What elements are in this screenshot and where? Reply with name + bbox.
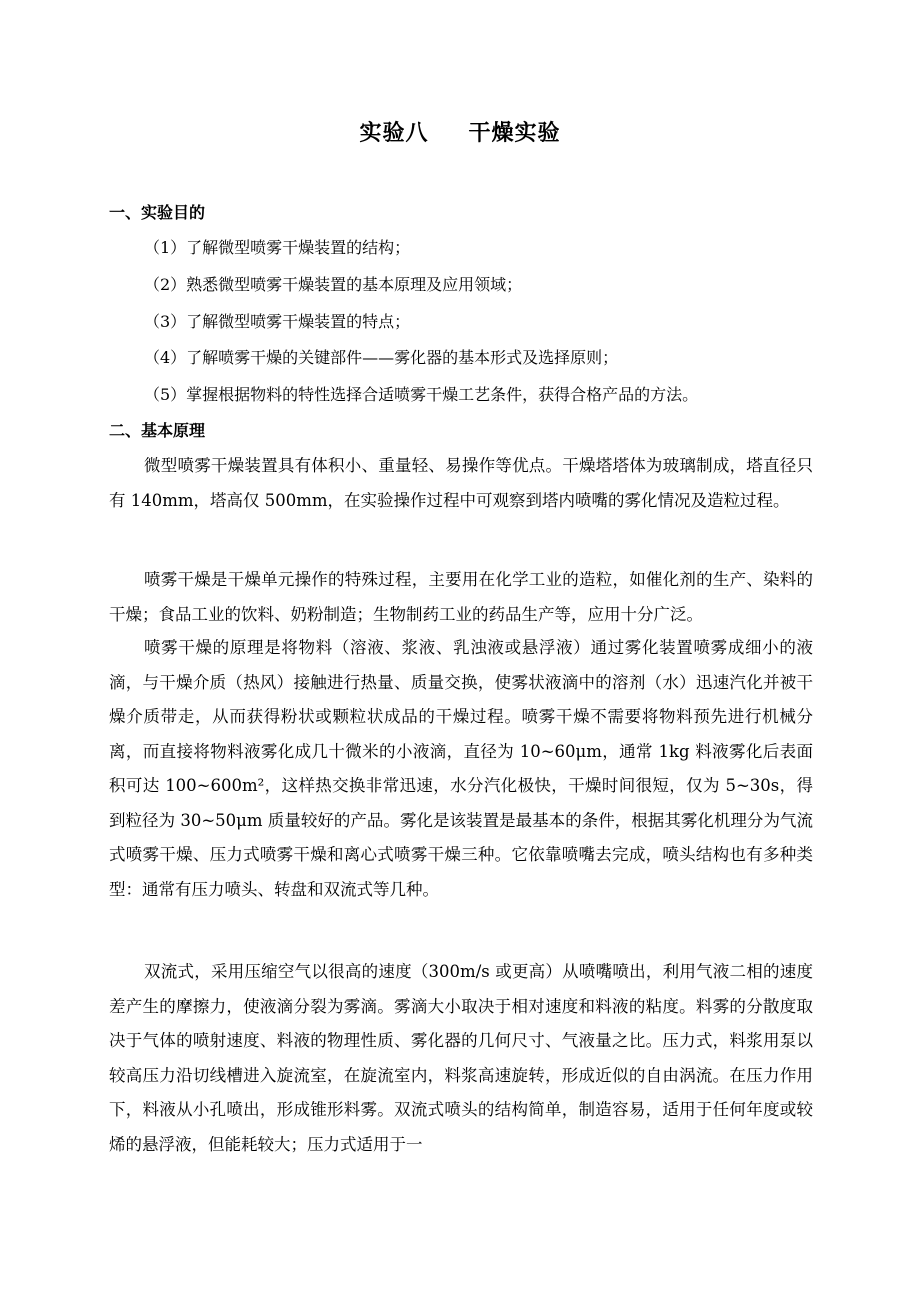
body-paragraph: 双流式，采用压缩空气以很高的速度（300m/s 或更高）从喷嘴喷出，利用气液二相的速度差产生的摩擦力，使液滴分裂为雾滴。雾滴大小取决于相对速度和料液的粘度。料雾的分散度取决于气体的喷射速度、料液的物理性质、雾化器的几何尺寸、气液量之比。压力式，料浆用泵以较高压力沿切线槽进入旋流室，在旋流室内，料浆高速旋转，形成近似的自由涡流。在压力作用下，料液从小孔喷出，形成锥形料雾。双流式喷头的结构简单，制造容易，适用于任何年度或较烯的悬浮液，但能耗较大；压力式适用于一: [109, 962, 813, 1154]
objective-item: （4）了解喷雾干燥的关键部件——雾化器的基本形式及选择原则；: [144, 348, 619, 367]
title-sub: 干燥实验: [468, 121, 561, 146]
section-heading-principles: 二、基本原理: [109, 421, 206, 440]
objective-item: （2）熟悉微型喷雾干燥装置的基本原理及应用领域；: [144, 275, 523, 294]
body-paragraph: 微型喷雾干燥装置具有体积小、重量轻、易操作等优点。干燥塔塔体为玻璃制成，塔直径只有 140mm，塔高仅 500mm，在实验操作过程中可观察到塔内喷嘴的雾化情况及造粒过程。: [109, 456, 813, 510]
title-main: 实验八: [359, 121, 429, 146]
objective-item: （5）掌握根据物料的特性选择合适喷雾干燥工艺条件，获得合格产品的方法。: [144, 385, 699, 404]
page-title: [0, 117, 920, 151]
body-paragraph: 喷雾干燥的原理是将物料（溶液、浆液、乳浊液或悬浮液）通过雾化装置喷雾成细小的液滴，与干燥介质（热风）接触进行热量、质量交换，使雾状液滴中的溶剂（水）迅速汽化并被干燥介质带走，从而获得粉状或颗粒状成品的干燥过程。喷雾干燥不需要将物料预先进行机械分离，而直接将物料液雾化成几十微米的小液滴，直径为 10~60μm，通常 1kg 料液雾化后表面积可达 100~600m²，这样热交换非常迅速，水分汽化极快，干燥时间很短，仅为 5~30s，得到粒径为 30~50μm 质量较好的产品。雾化是该装置是最基本的条件，根据其雾化机理分为气流式喷雾干燥、压力式喷雾干燥和离心式喷雾干燥三种。它依靠喷嘴去完成，喷头结构也有多种类型：通常有压力喷头、转盘和双流式等几种。: [109, 638, 813, 899]
section-heading-objectives: 一、实验目的: [109, 203, 206, 222]
objective-item: （3）了解微型喷雾干燥装置的特点；: [144, 312, 411, 331]
objective-item: （1）了解微型喷雾干燥装置的结构；: [144, 238, 411, 257]
body-paragraph: 喷雾干燥是干燥单元操作的特殊过程，主要用在化学工业的造粒，如催化剂的生产、染料的干燥；食品工业的饮料、奶粉制造；生物制药工业的药品生产等，应用十分广泛。: [109, 570, 813, 624]
